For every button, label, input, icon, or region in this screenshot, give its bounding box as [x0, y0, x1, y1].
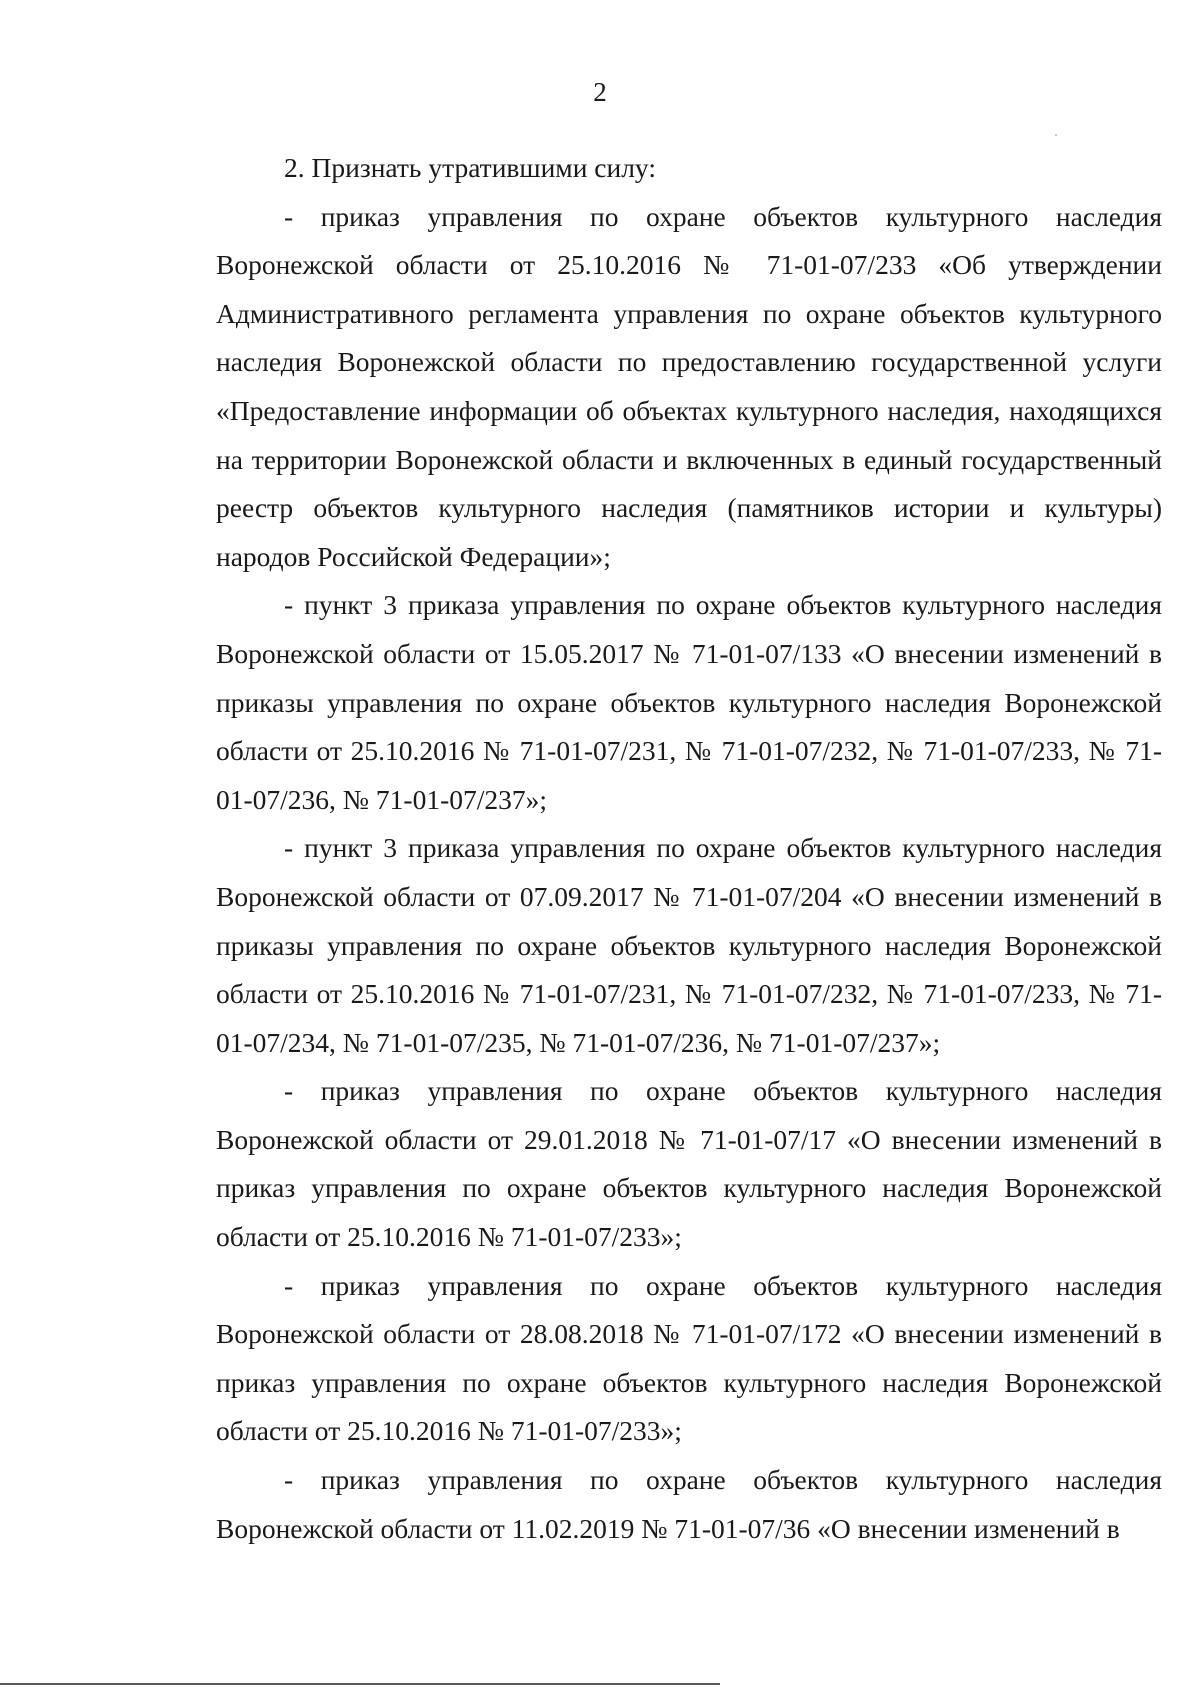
paragraph-item: - пункт 3 приказа управления по охране объектов культурного наследия Воронежской области от 15.05.2017 № 71-01-07/133 «О внесении изменений в приказы управления по охране объектов культурного наследия Воронежской области от 25.10.2016 № 71-01-07/231, № 71-01-07/232, № 71-01-07/233, № 71-01-07/236, № 71-01-07/237»; — [216, 589, 1162, 815]
document-body — [216, 144, 1162, 1553]
paragraph-item: - приказ управления по охране объектов культурного наследия Воронежской области от 25.10.2016 № 71-01-07/233 «Об утверждении Административного регламента управления по охране объектов культурного наследия Воронежской области по предоставлению государственной услуги «Предоставление информации об объектах культурного наследия, находящихся на территории Воронежской области и включенных в единый государственный реестр объектов культурного наследия (памятников истории и культуры) народов Российской Федерации»; — [216, 200, 1162, 572]
paragraph-heading: 2. Признать утратившими силу: — [284, 152, 656, 183]
paragraph-item: - приказ управления по охране объектов культурного наследия Воронежской области от 28.08.2018 № 71-01-07/172 «О внесении изменений в приказ управления по охране объектов культурного наследия Воронежской области от 25.10.2016 № 71-01-07/233»; — [216, 1269, 1162, 1447]
scan-speck — [1055, 134, 1057, 136]
paragraph-item: - приказ управления по охране объектов культурного наследия Воронежской области от 29.01.2018 № 71-01-07/17 «О внесении изменений в приказ управления по охране объектов культурного наследия Воронежской области от 25.10.2016 № 71-01-07/233»; — [216, 1075, 1162, 1253]
paragraph-item: - приказ управления по охране объектов культурного наследия Воронежской области от 11.02.2019 № 71-01-07/36 «О внесении изменений в — [216, 1464, 1162, 1544]
paragraph-item: - пункт 3 приказа управления по охране объектов культурного наследия Воронежской области от 07.09.2017 № 71-01-07/204 «О внесении изменений в приказы управления по охране объектов культурного наследия Воронежской области от 25.10.2016 № 71-01-07/231, № 71-01-07/232, № 71-01-07/233, № 71-01-07/234, № 71-01-07/235, № 71-01-07/236, № 71-01-07/237»; — [216, 832, 1162, 1058]
scan-edge-line — [0, 1683, 720, 1685]
page-number: 2 — [593, 77, 607, 107]
